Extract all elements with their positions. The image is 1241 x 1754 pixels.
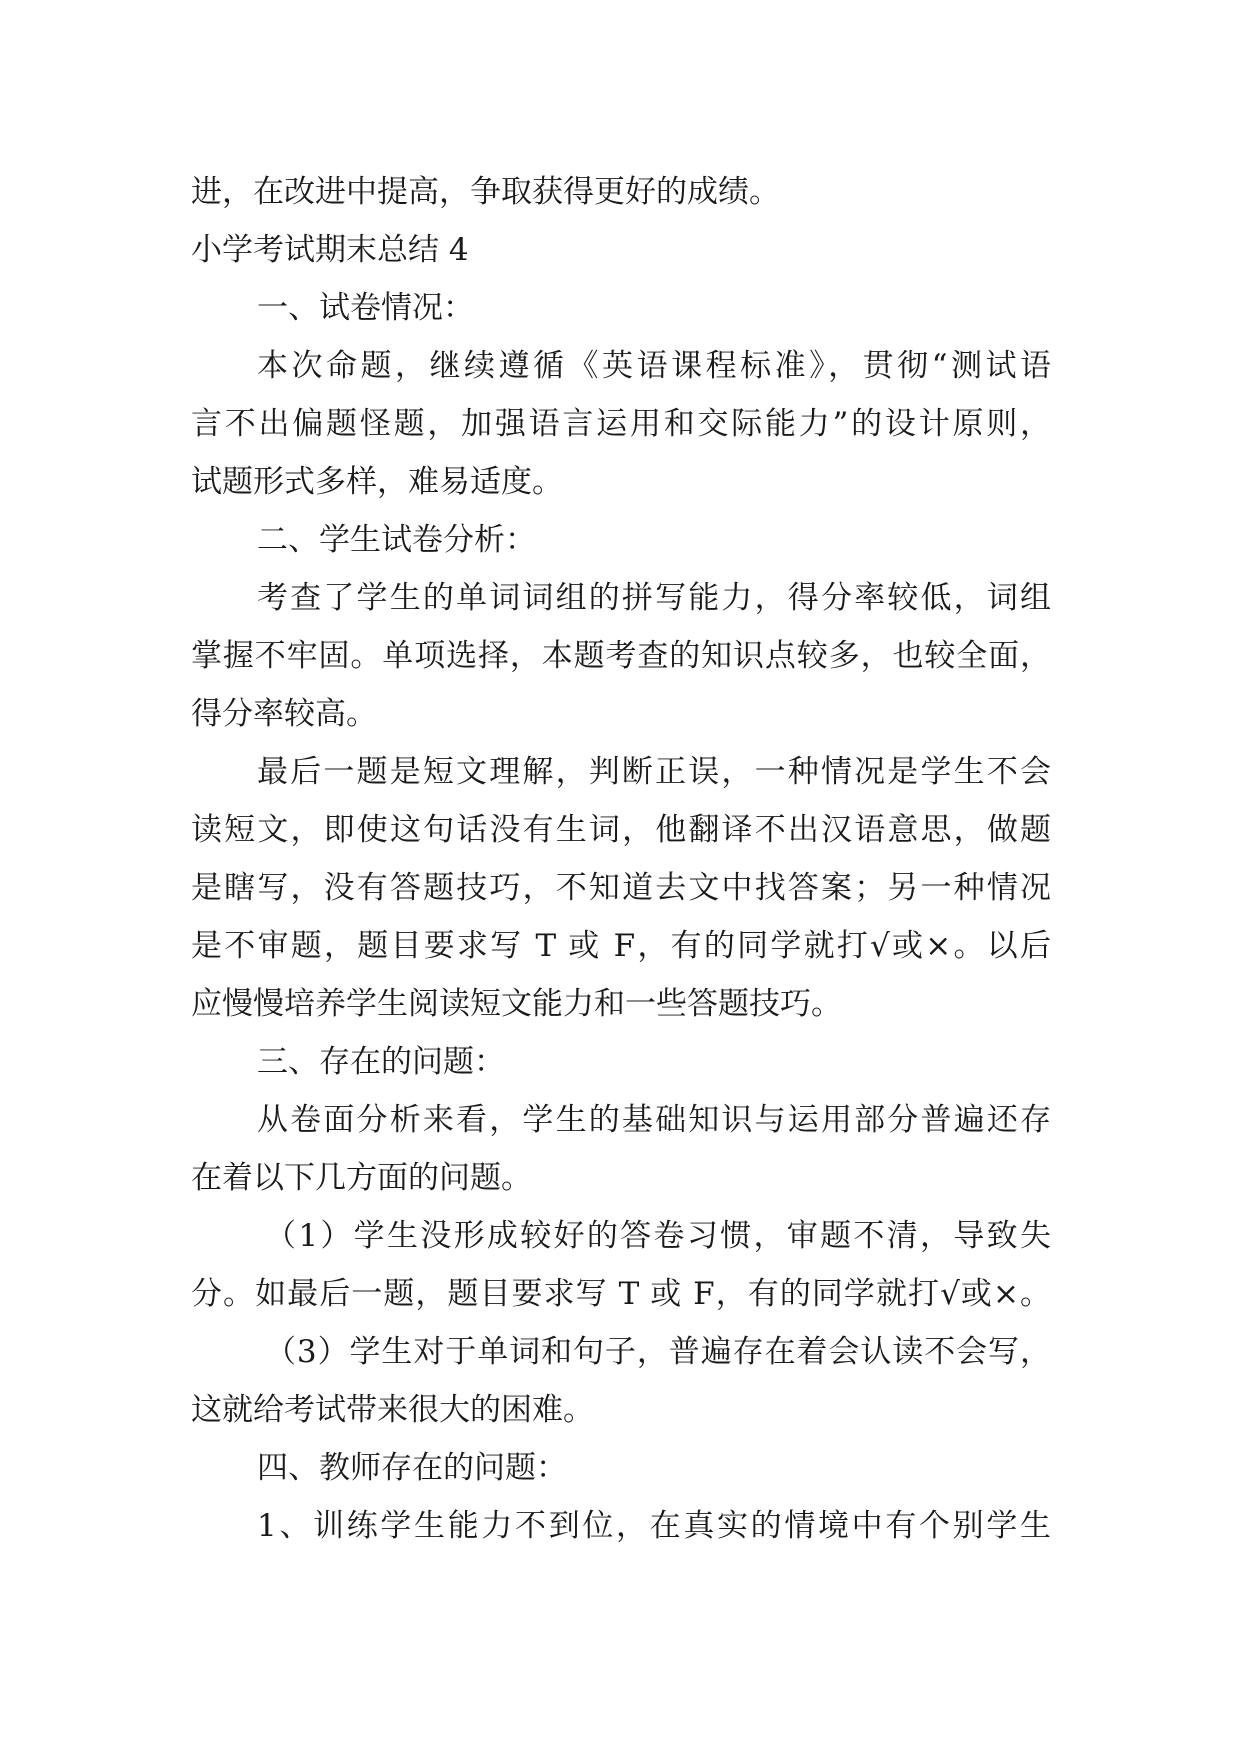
list-item-line: （1）学生没形成较好的答卷习惯，审题不清，导致失 (265, 1218, 1051, 1254)
subsection-heading: 四、教师存在的问题： (257, 1450, 567, 1486)
text-line: 应慢慢培养学生阅读短文能力和一些答题技巧。 (191, 986, 842, 1022)
text-line: 言不出偏题怪题，加强语言运用和交际能力”的设计原则， (191, 406, 1051, 442)
text-line: 这就给考试带来很大的困难。 (191, 1392, 594, 1428)
text-line: 分。如最后一题，题目要求写 T 或 F，有的同学就打√或×。 (191, 1276, 1051, 1312)
text-line: 试题形式多样，难易适度。 (191, 464, 563, 500)
subsection-heading: 一、试卷情况： (257, 290, 474, 326)
text-line: 读短文，即使这句话没有生词，他翻译不出汉语意思，做题 (191, 812, 1051, 848)
document-body (191, 163, 1051, 1555)
subsection-heading: 二、学生试卷分析： (257, 522, 536, 558)
list-item-line: 1、训练学生能力不到位，在真实的情境中有个别学生 (257, 1508, 1051, 1544)
text-line: 在着以下几方面的问题。 (191, 1160, 532, 1196)
text-line: 是瞎写，没有答题技巧，不知道去文中找答案；另一种情况 (191, 870, 1051, 906)
text-line: 最后一题是短文理解，判断正误，一种情况是学生不会 (257, 754, 1051, 790)
subsection-heading: 三、存在的问题： (257, 1044, 505, 1080)
text-line: 是不审题，题目要求写 T 或 F，有的同学就打√或×。以后 (191, 928, 1051, 964)
list-item-line: （3）学生对于单词和句子，普遍存在着会认读不会写， (265, 1334, 1051, 1370)
text-line: 考查了学生的单词词组的拼写能力，得分率较低，词组 (257, 580, 1051, 616)
section-heading: 小学考试期末总结 4 (191, 232, 469, 268)
text-line: 本次命题，继续遵循《英语课程标准》，贯彻“测试语 (257, 348, 1051, 384)
text-line: 掌握不牢固。单项选择，本题考查的知识点较多，也较全面， (191, 638, 1051, 674)
text-line: 得分率较高。 (191, 696, 377, 732)
text-line: 从卷面分析来看，学生的基础知识与运用部分普遍还存 (257, 1102, 1051, 1138)
text-line: 进，在改进中提高，争取获得更好的成绩。 (191, 174, 780, 210)
